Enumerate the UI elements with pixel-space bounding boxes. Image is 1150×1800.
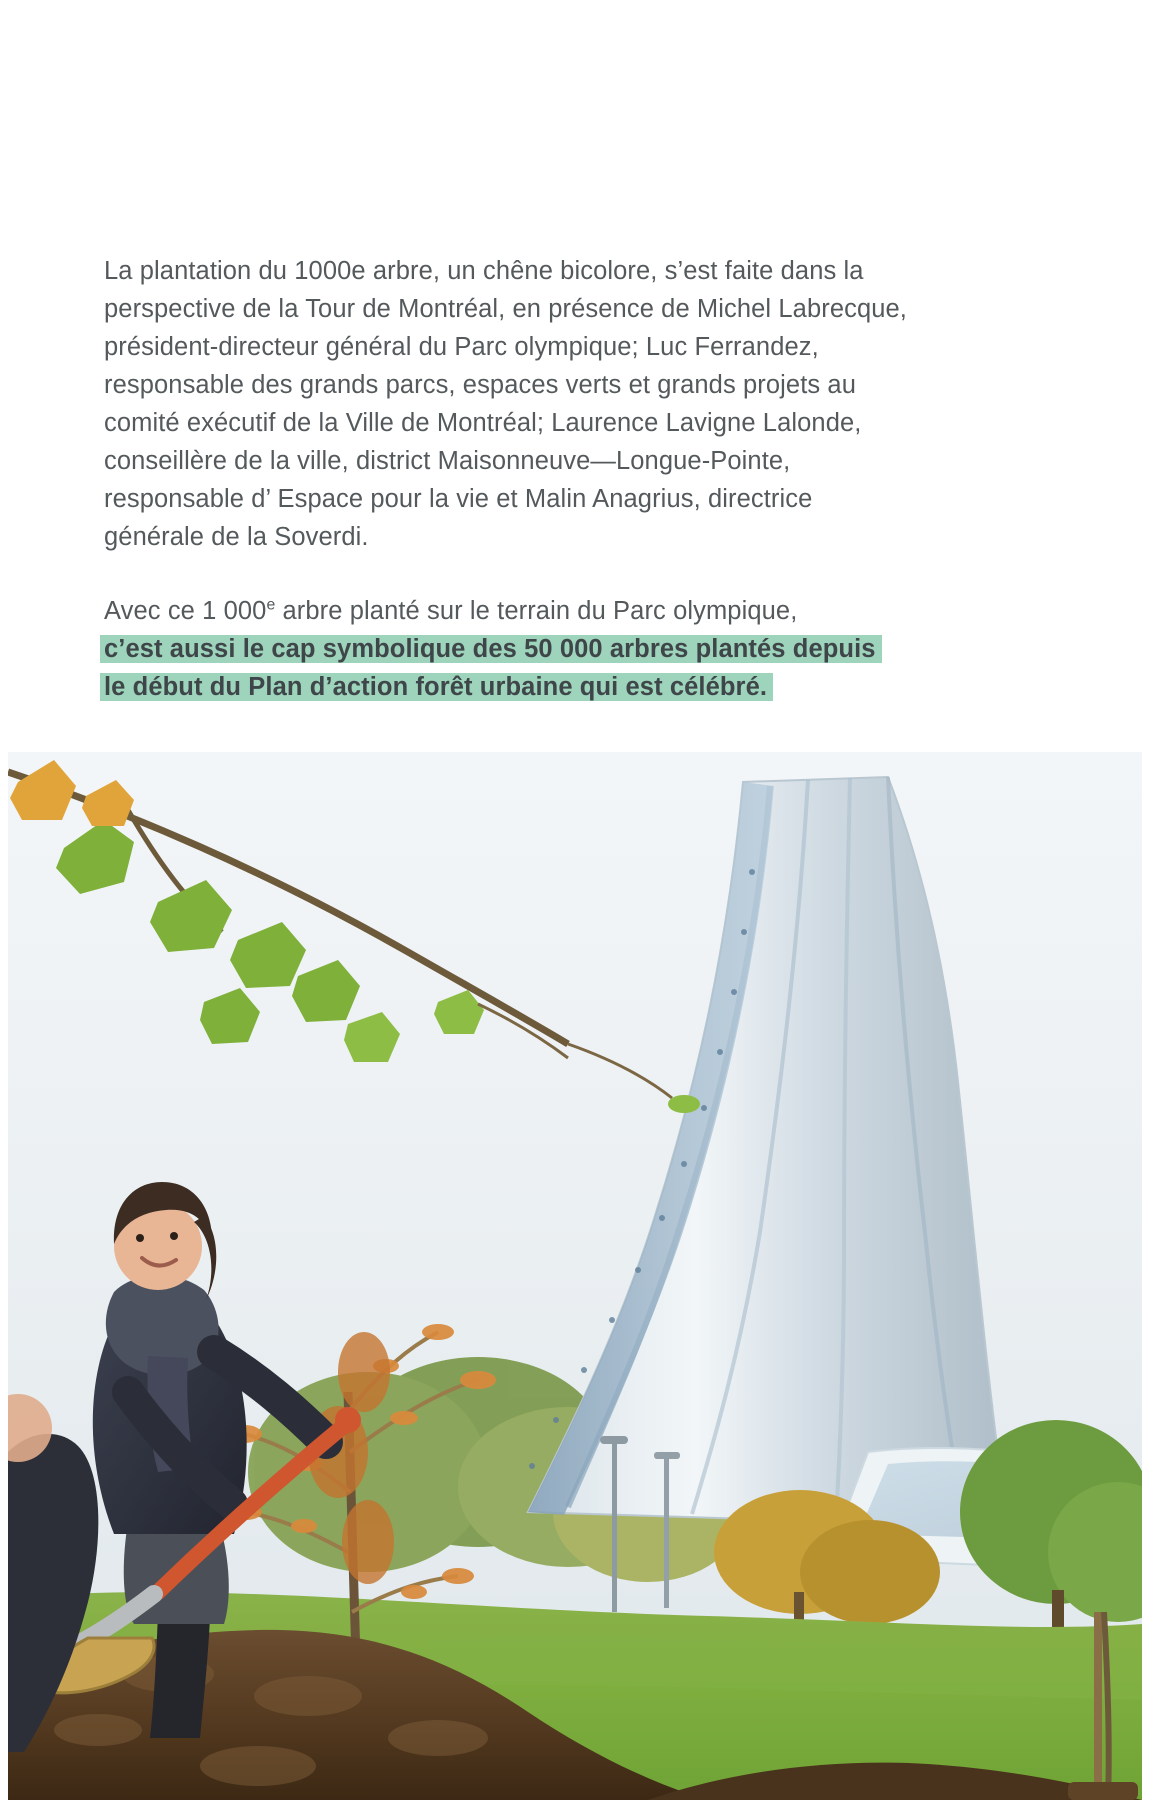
tree-planting-photo [8, 752, 1142, 1800]
ordinal-superscript: e [266, 596, 276, 614]
paragraph-highlight-lead: Avec ce 1 000 [104, 597, 267, 625]
paragraph-intro: La plantation du 1000e arbre, un chêne bicolore, s’est faite dans la perspective de la Tour de Montréal, en présence de Michel Labrecque, président-directeur général du Parc olympique; Luc Ferrandez, responsable des grands parcs, espaces verts et grands projets au comité exécutif de la Ville de Montréal; Laurence Lavigne Lalonde, conseillère de la ville, district Maisonneuve—Longue-Pointe, responsable d’ Espace pour la vie et Malin Anagrius, directrice générale de la Soverdi. [104, 257, 907, 551]
paragraph-highlight-lead-rest: arbre planté sur le terrain du Parc olympique, [275, 597, 798, 625]
highlighted-text-line-2: le début du Plan d’action forêt urbaine qui est célébré. [104, 673, 768, 701]
photo-illustration [8, 752, 1142, 1800]
highlighted-text-line-1: c’est aussi le cap symbolique des 50 000 arbres plantés depuis [104, 635, 876, 663]
paragraph-highlight [104, 592, 914, 706]
document-text-body [104, 252, 914, 706]
